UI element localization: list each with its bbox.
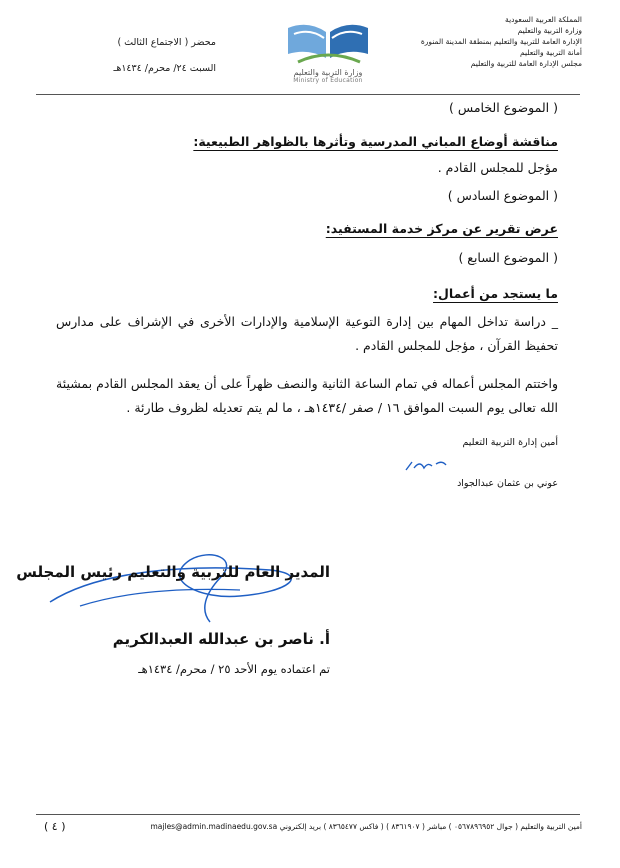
secretary-signature [402,456,452,476]
org-line: الإدارة العامة للتربية والتعليم بمنطقة المدينة المنورة [420,37,582,46]
header-divider [36,94,580,95]
org-line: المملكة العربية السعودية [505,15,582,24]
org-line: وزارة التربية والتعليم [517,26,582,35]
new-business-title: ما يستجد من أعمال: [433,286,558,301]
chairman-name: أ. ناصر بن عبدالله العبدالكريم [112,630,330,648]
page-number: ( ٤ ) [44,820,66,833]
logo-arabic-text: وزارة التربية والتعليم [293,68,363,77]
closing-paragraph: واختتم المجلس أعماله في تمام الساعة الثانية والنصف ظهراً على أن يعقد المجلس القادم بمشيئة الله تعالى يوم السبت الموافق ١٦ / صفر /١٤٣٤هـ ، ما لم يتم تعديله لظروف طارئة . [56,376,558,415]
logo-english-text: Ministry of Education [293,77,363,84]
minutes-info [86,30,216,82]
topic-5-heading: ( الموضوع الخامس ) [449,100,558,115]
chairman-signature [40,540,340,630]
approval-note: تم اعتماده يوم الأحد ٢٥ / محرم/ ١٤٣٤هـ [138,662,330,676]
organization-header [362,14,582,69]
chairman-title: المدير العام للتربية والتعليم رئيس المجلس [16,563,330,581]
org-line: مجلس الإدارة العامة للتربية والتعليم [470,59,582,68]
minutes-date: السبت ٢٤/ محرم/ ١٤٣٤هـ [113,63,216,74]
topic-6-title: عرض تقرير عن مركز خدمة المستفيد: [325,221,558,236]
topic-6-heading: ( الموضوع السادس ) [447,188,558,203]
topic-5-title: مناقشة أوضاع المباني المدرسية وتأثرها بالظواهر الطبيعية: [193,134,558,149]
secretary-title: أمين إدارة التربية التعليم [462,437,558,448]
minutes-title: محضر ( الاجتماع الثالث ) [117,37,216,48]
topic-5-decision: مؤجل للمجلس القادم . [437,160,558,175]
footer-divider [36,814,580,815]
book-logo-icon [268,18,388,68]
footer-contact: أمين التربية والتعليم ( جوال ٠٥٦٧٨٩٦٩٥٢ ) مباشر ( ٨٣٦١٩٠٧ ) ( فاكس ٨٣٦٥٤٧٧ ) بريد إلكتروني majles@admin.madinaedu.gov.sa [150,822,582,831]
topic-7-heading: ( الموضوع السابع ) [458,250,558,265]
ministry-logo [268,18,388,84]
new-business-item: _ دراسة تداخل المهام بين إدارة التوعية الإسلامية والإدارات الأخرى في الإشراف على مدارس تحفيظ القرآن ، مؤجل للمجلس القادم . [56,314,558,353]
secretary-name: عوني بن عثمان عبدالجواد [457,478,558,489]
org-line: أمانة التربية والتعليم [519,48,582,57]
